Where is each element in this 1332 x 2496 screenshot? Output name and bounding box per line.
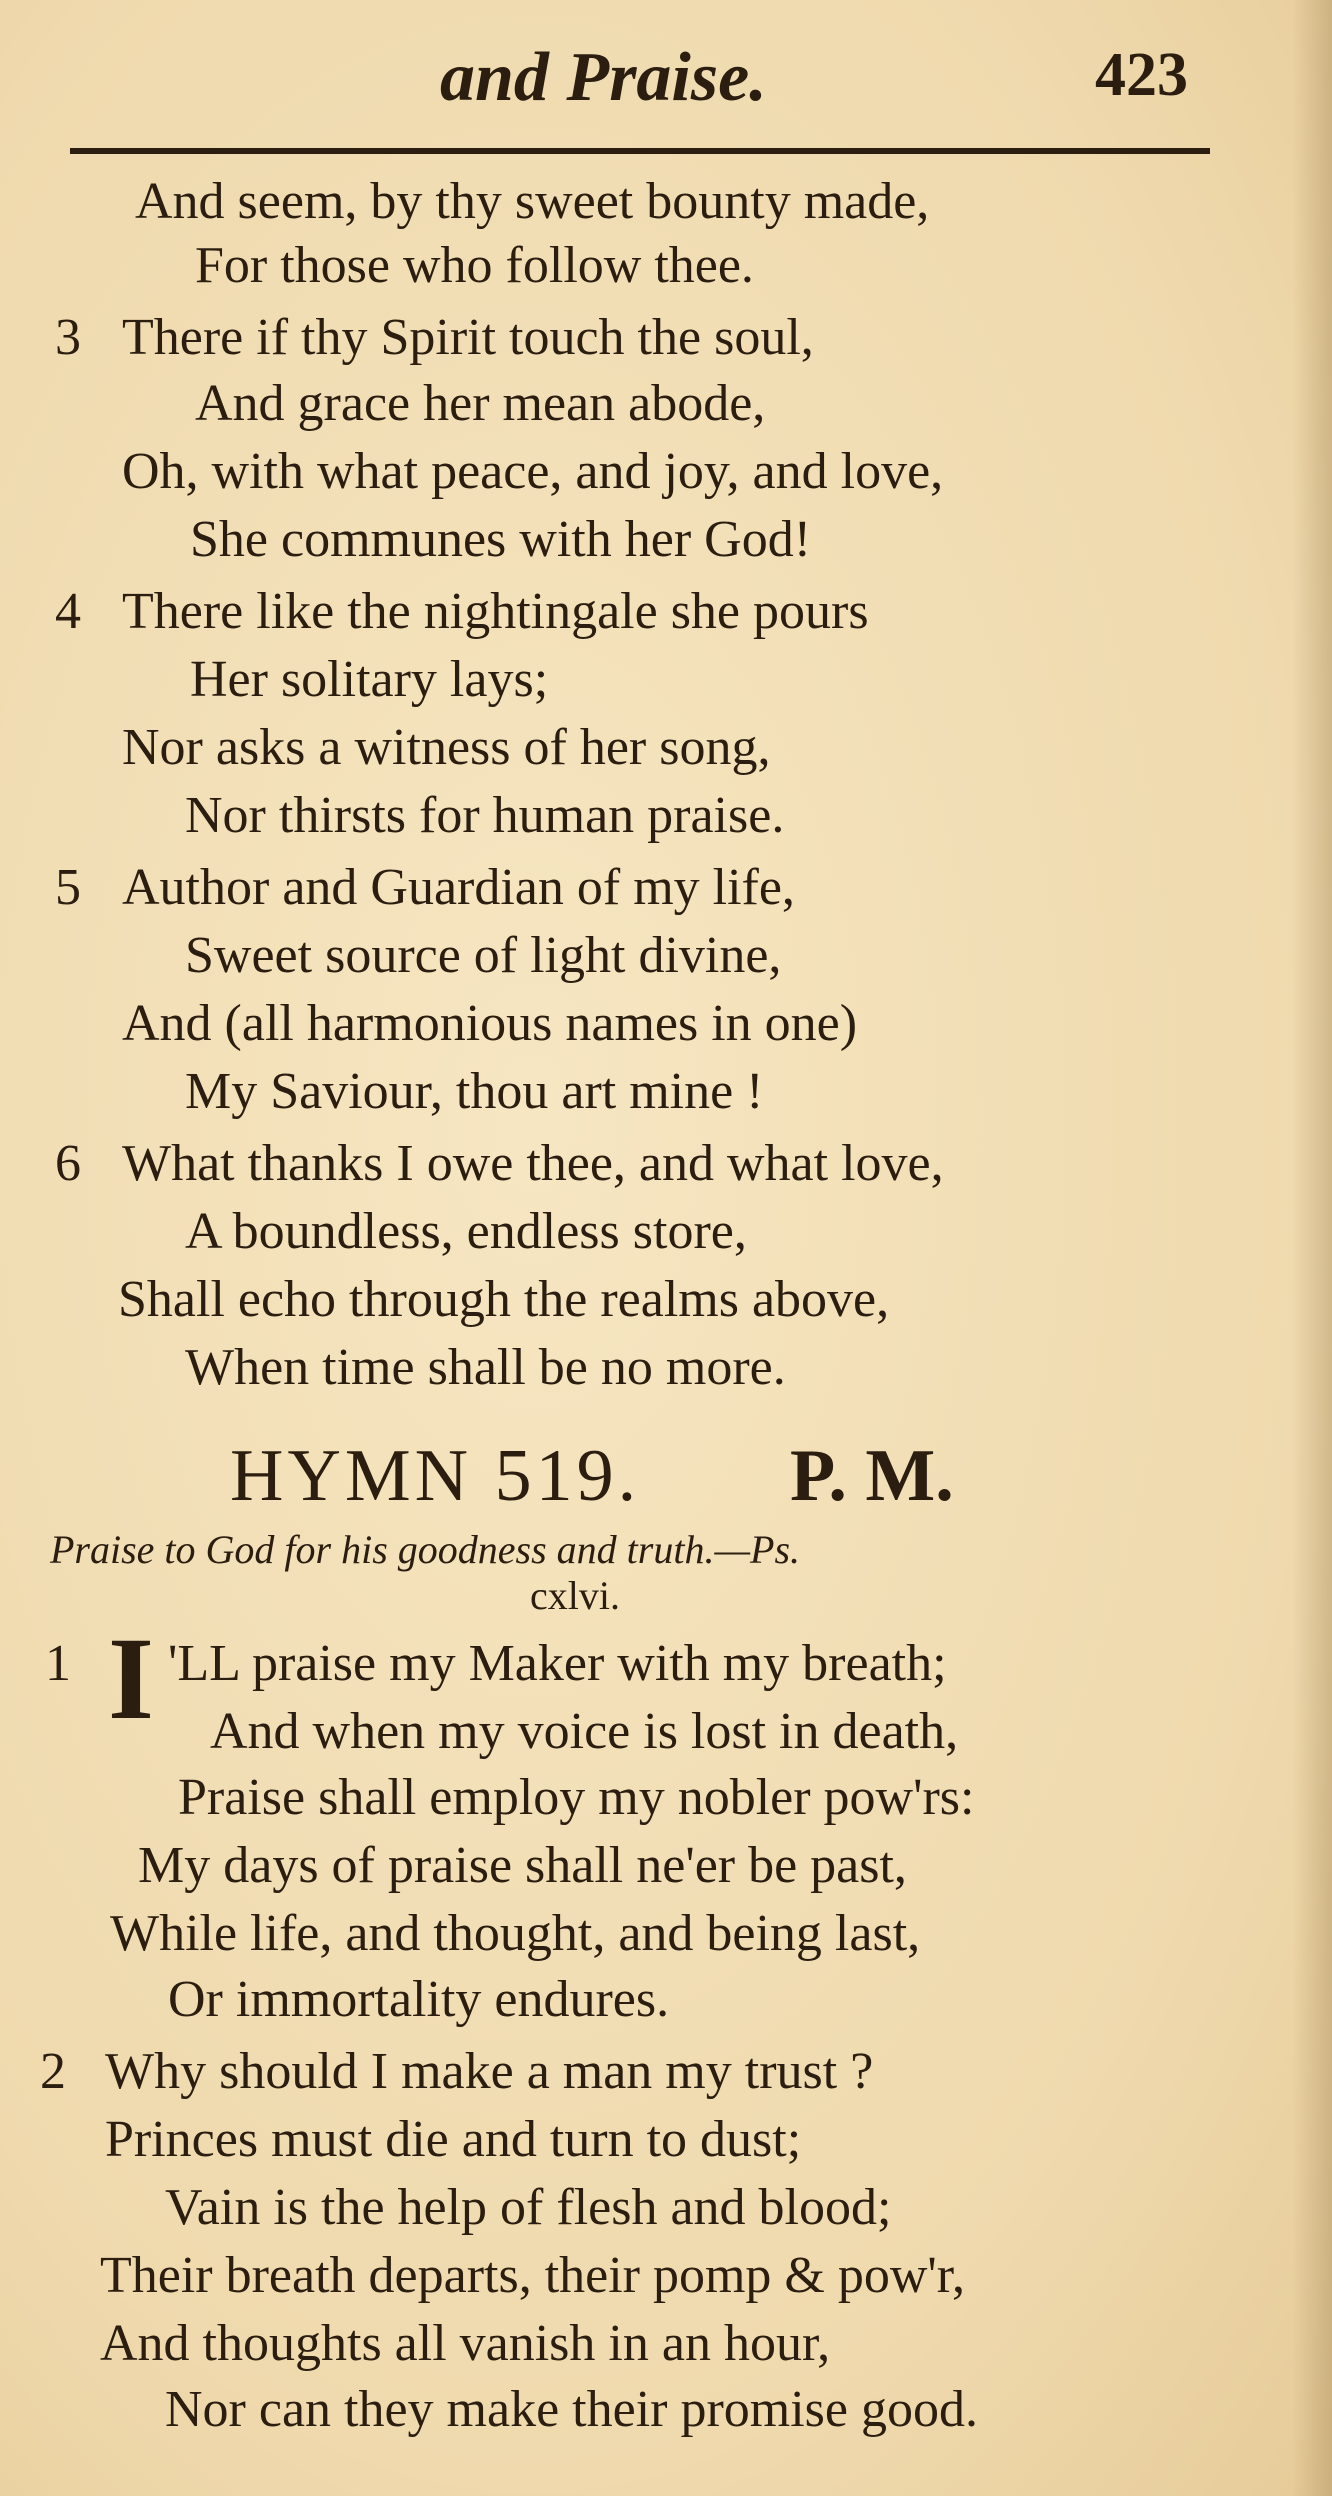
verse-line: Their breath departs, their pomp & pow'r, (100, 2247, 966, 2304)
verse-line: Or immortality endures. (168, 1971, 670, 2028)
stanza-number: 6 (55, 1135, 81, 1192)
verse-line: Nor can they make their promise good. (165, 2381, 978, 2438)
verse-line: Oh, with what peace, and joy, and love, (122, 443, 944, 500)
verse-line: And seem, by thy sweet bounty made, (135, 173, 930, 230)
verse-line: Sweet source of light divine, (185, 927, 782, 984)
verse-line: There if thy Spirit touch the soul, (122, 309, 814, 366)
verse-line: And thoughts all vanish in an hour, (100, 2315, 831, 2372)
verse-line: Praise shall employ my nobler pow'rs: (178, 1769, 975, 1826)
verse-line: There like the nightingale she pours (122, 583, 869, 640)
stanza-number: 5 (55, 859, 81, 916)
header-rule (70, 148, 1210, 154)
verse-line: And when my voice is lost in death, (210, 1703, 959, 1760)
verse-line: A boundless, endless store, (185, 1203, 747, 1260)
verse-line: For those who follow thee. (195, 237, 754, 294)
verse-line: Princes must die and turn to dust; (105, 2111, 802, 2168)
verse-line: And grace her mean abode, (195, 375, 766, 432)
verse-line: 'LL praise my Maker with my breath; (168, 1635, 947, 1692)
verse-line: Why should I make a man my trust ? (105, 2043, 874, 2100)
page-edge-shading (1292, 0, 1332, 2496)
page-header (0, 38, 1332, 118)
verse-line: Shall echo through the realms above, (118, 1271, 890, 1328)
verse-line: While life, and thought, and being last, (110, 1905, 921, 1962)
verse-line: And (all harmonious names in one) (122, 995, 858, 1052)
hymn-subtitle-ref: cxlvi. (530, 1573, 620, 1618)
stanza-number: 4 (55, 583, 81, 640)
verse-line: Nor asks a witness of her song, (122, 719, 771, 776)
verse-line: My days of praise shall ne'er be past, (138, 1837, 907, 1894)
drop-cap: I (108, 1613, 154, 1744)
verse-line: Nor thirsts for human praise. (185, 787, 785, 844)
stanza-number: 2 (40, 2043, 66, 2100)
hymn-title: HYMN 519. (230, 1435, 641, 1517)
stanza-number: 1 (45, 1635, 71, 1692)
verse-line: My Saviour, thou art mine ! (185, 1063, 764, 1120)
running-head: and Praise. (440, 39, 767, 116)
hymn-subtitle: Praise to God for his goodness and truth.—Ps. (50, 1527, 801, 1572)
verse-line: Her solitary lays; (190, 651, 549, 708)
stanza-number: 3 (55, 309, 81, 366)
verse-line: What thanks I owe thee, and what love, (122, 1135, 944, 1192)
verse-line: She communes with her God! (190, 511, 812, 568)
page-number: 423 (1095, 41, 1188, 109)
verse-line: When time shall be no more. (185, 1339, 786, 1396)
verse-line: Author and Guardian of my life, (122, 859, 795, 916)
verse-line: Vain is the help of flesh and blood; (165, 2179, 892, 2236)
hymn-meter: P. M. (790, 1435, 954, 1517)
